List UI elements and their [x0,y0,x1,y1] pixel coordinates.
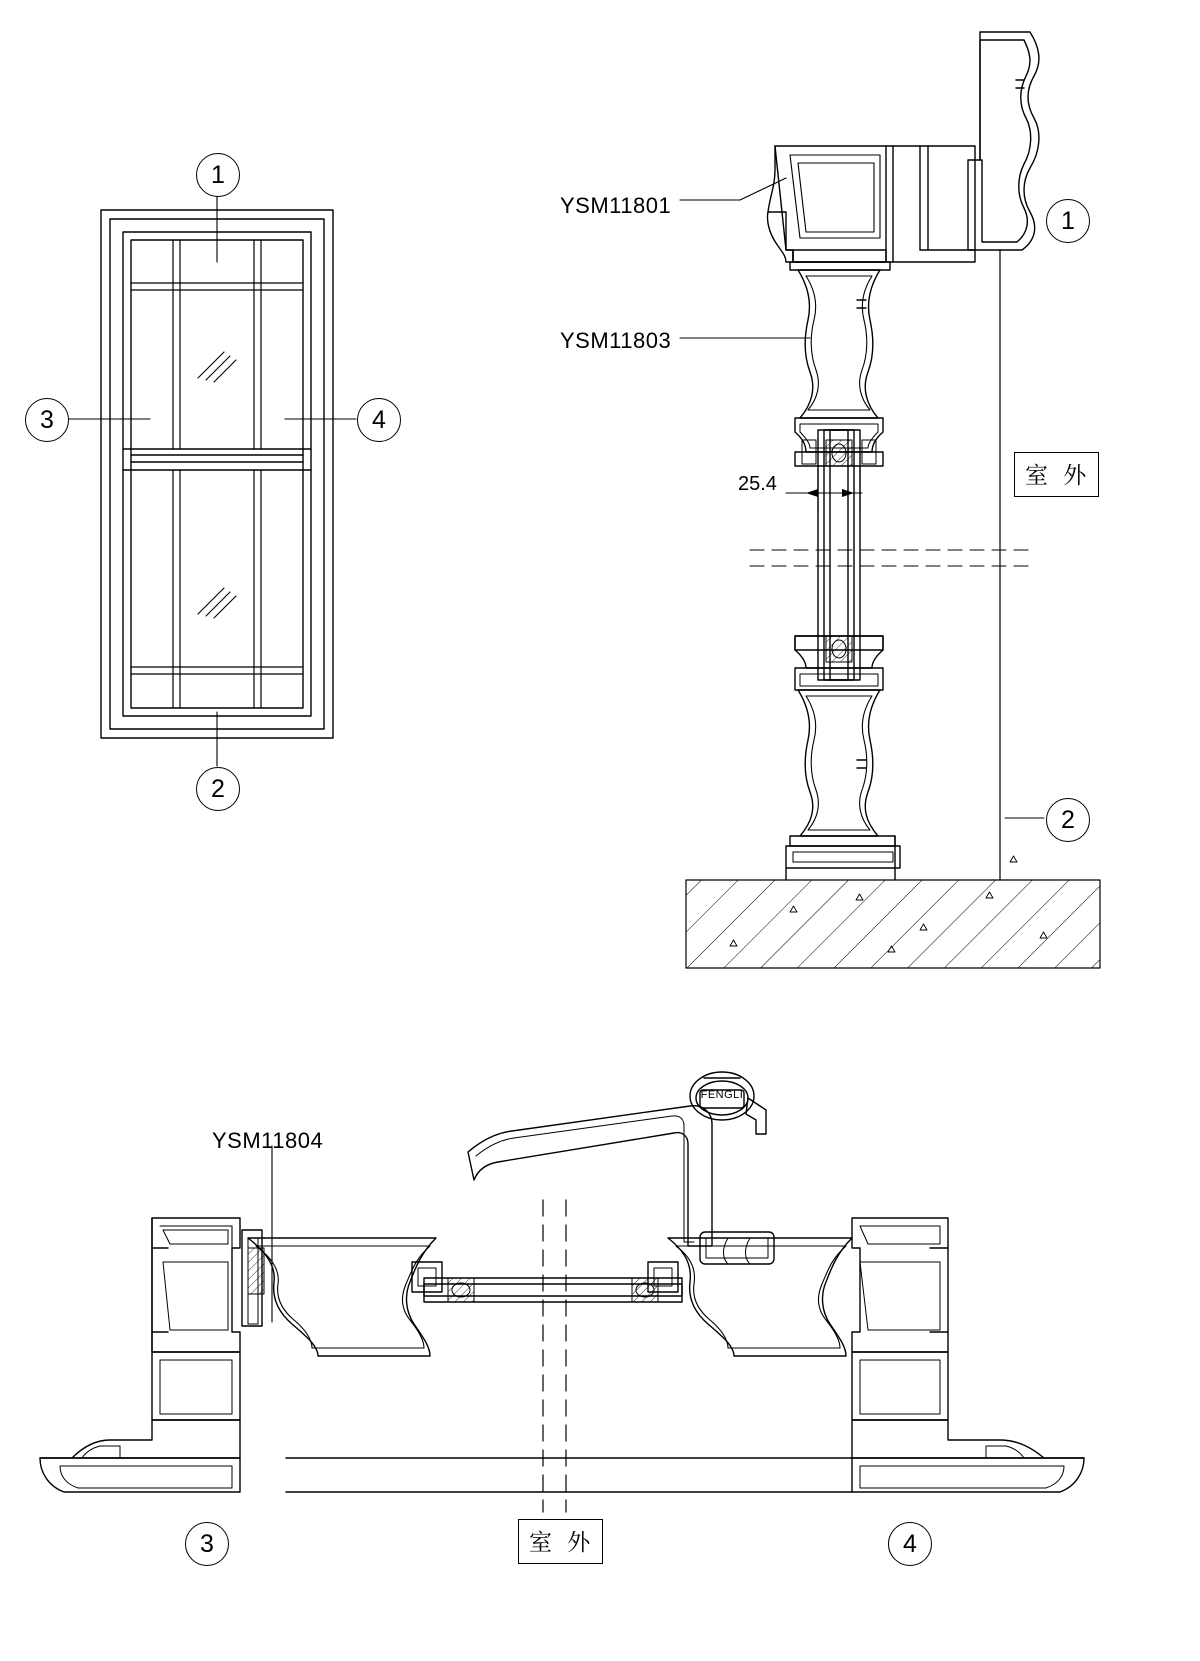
callout-plan-4[interactable] [888,1522,932,1566]
callout-section-2[interactable] [1046,798,1090,842]
callout-label: 4 [903,1529,917,1558]
elevation-mullions [131,240,303,708]
callout-label: 1 [211,160,225,189]
vertical-section-lower [786,636,900,880]
callout-elevation-2[interactable] [196,767,240,811]
part-label-ysm11803: YSM11803 [560,328,672,353]
callout-elevation-3[interactable] [25,398,69,442]
callout-elevation-1[interactable] [196,153,240,197]
brand-text: FENGLI [700,1089,744,1101]
plan-outdoor-centerline [543,1200,566,1512]
callout-section-1[interactable] [1046,199,1090,243]
callout-label: 3 [200,1529,214,1558]
callout-label: 4 [372,405,386,434]
callout-plan-3[interactable] [185,1522,229,1566]
outdoor-label-plan [518,1519,603,1564]
handle-brand-label [699,1089,745,1101]
vertical-section-leaders [680,178,1044,818]
break-lines [750,550,1030,566]
concrete-hatch [686,856,1100,968]
callout-label: 1 [1061,206,1075,235]
outdoor-text: 室 外 [529,1530,595,1556]
vertical-section-geometry [767,32,1038,466]
outdoor-label-section [1014,452,1099,497]
part-label-ysm11804: YSM11804 [212,1128,324,1153]
callout-label: 2 [211,774,225,803]
glass-symbol [198,352,236,618]
callout-elevation-4[interactable] [357,398,401,442]
elevation-frame [101,210,333,738]
horizontal-section-geometry [40,1218,1084,1492]
part-label-ysm11801: YSM11801 [560,193,672,218]
dimension-label-25-4: 25.4 [738,473,777,495]
callout-label: 2 [1061,805,1075,834]
outdoor-text: 室 外 [1025,463,1091,489]
callout-label: 3 [40,405,54,434]
elevation-sash-divider [123,449,311,470]
elevation-leaders [68,196,356,766]
insulated-glass-unit [818,430,860,680]
